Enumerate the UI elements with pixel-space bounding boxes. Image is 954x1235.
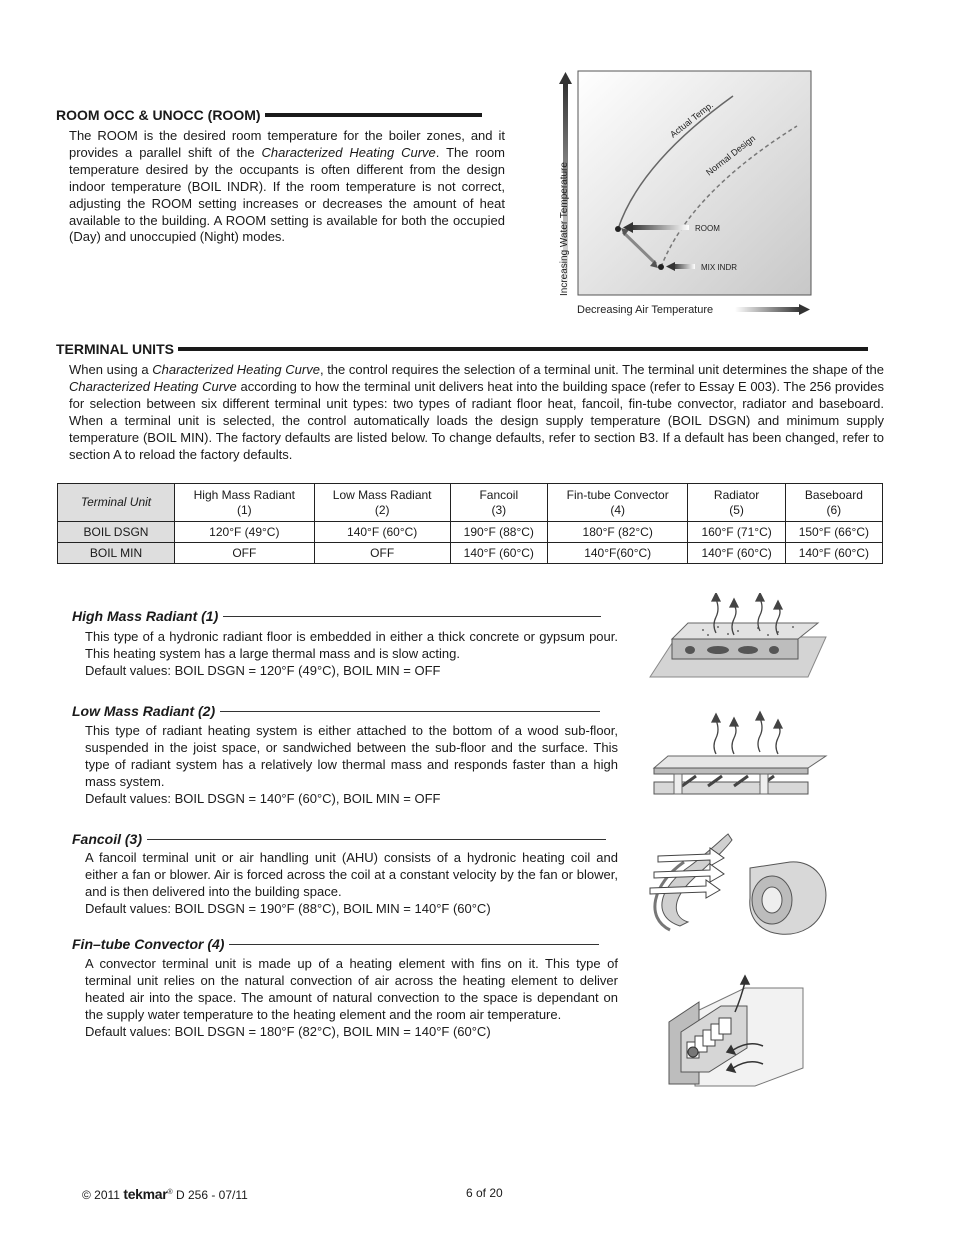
column-number: (1) [236,502,252,517]
table-header-cell [547,484,688,522]
column-number: (6) [826,502,842,517]
y-axis-label: Increasing Water Temperature [559,162,570,296]
table-cell: 160°F (71°C) [688,522,785,543]
table-cell: 190°F (88°C) [450,522,547,543]
fin-tube-heading [72,936,599,952]
column-number: (5) [729,502,744,517]
room-section-body [69,128,505,246]
table-row [58,543,883,564]
room-shift-diagram [555,68,815,323]
fin-tube-convector-illustration [665,972,805,1090]
room-point [615,226,621,232]
table-header-cell [785,484,882,522]
terminal-unit-table [57,483,883,564]
table-cell: OFF [175,543,315,564]
table-cell: OFF [314,543,450,564]
table-row [58,522,883,543]
table-cell: 140°F (60°C) [688,543,785,564]
actual-temp-label: Actual Temp. [668,99,716,140]
registered-mark: ® [167,1189,173,1196]
x-axis-arrowhead [799,304,810,315]
mix-indr-label: MIX INDR [701,263,737,272]
table-cell: 120°F (49°C) [175,522,315,543]
high-mass-body [85,629,618,680]
fin-tube-heading-text: Fin–tube Convector (4) [72,936,225,952]
italic-term: Characterized Heating Curve [261,144,436,160]
low-mass-description: This type of radiant heating system is either attached to the bottom of a wood sub-floor, suspended in the joist space, or sandwiched between the sub-floor and the surface. This type of radiant system has a relatively low thermal mass and responds faster than a high mass system. [85,723,618,789]
fancoil-heading-text: Fancoil (3) [72,831,143,847]
low-mass-body [85,723,618,808]
heat-rise-arrows [712,712,782,754]
table-header-label: Terminal Unit [58,484,175,522]
normal-design-label: Normal Design [704,133,758,178]
diagram-plot-area [578,71,811,295]
table-header-row [58,484,883,522]
room-section-heading [56,107,482,123]
text-run: The ROOM is the desired room temperature for the boiler zones, and it provides a parallel shift of the [69,128,505,160]
terminal-section-body [69,362,884,463]
heading-rule [220,711,600,712]
table-header-cell [175,484,315,522]
heading-rule [223,616,601,617]
floor-surface [654,756,826,768]
blower-wheel [762,887,782,913]
fancoil-description: A fancoil terminal unit or air handling unit (AHU) consists of a hydronic heating coil and either a fan or blower. Air is forced across the coil at a constant velocity by the fan or blower, and is then delivered into the building space. [85,850,618,899]
table-cell: 140°F(60°C) [547,543,688,564]
column-number: (2) [374,502,390,517]
heading-rule [147,839,606,840]
low-mass-radiant-illustration [648,710,828,800]
room-heading-text: ROOM OCC & UNOCC (ROOM) [56,107,261,123]
table-cell: 140°F (60°C) [450,543,547,564]
low-mass-defaults: Default values: BOIL DSGN = 140°F (60°C), BOIL MIN = OFF [85,790,441,806]
document-code: D 256 - 07/11 [175,1188,248,1202]
table-cell: 140°F (60°C) [785,543,882,564]
text-run: When using a [69,362,153,377]
high-mass-description: This type of a hydronic radiant floor is embedded in either a thick concrete or gypsum pour. This heating system has a large thermal mass and is slow acting. [85,629,618,661]
joist-left [674,774,682,794]
table-cell: 150°F (66°C) [785,522,882,543]
page-number: 6 of 20 [466,1186,503,1200]
text-run: . The room temperature desired by the occupants is often different from the design indoor temperature (BOIL INDR). If the room temperature is not correct, adjusting the ROOM setting increases or decreases the amount of heat available to the building. A ROOM setting is available for both the occupied (Day) and unoccupied (Night) modes. [69,144,506,245]
table-header-cell [314,484,450,522]
column-name: Low Mass Radiant [332,487,432,502]
x-axis-arrow [735,307,801,312]
heating-coil [662,834,732,926]
table-cell: 140°F (60°C) [314,522,450,543]
column-name: High Mass Radiant [193,487,296,502]
fancoil-heading [72,831,606,847]
heading-rule [229,944,599,945]
heading-rule [265,113,482,117]
mix-indr-pointer-arrow [673,264,695,269]
mix-indr-point [658,264,664,270]
heading-rule [178,347,868,351]
footer-left [82,1186,248,1202]
low-mass-heading [72,703,600,719]
y-axis-arrowhead [559,72,572,84]
row-label: BOIL MIN [58,543,175,564]
italic-term: Characterized Heating Curve [152,362,320,377]
table-header-cell [688,484,785,522]
airflow-arrows [650,848,724,898]
column-number: (4) [610,502,626,517]
fancoil-illustration [640,826,835,941]
high-mass-heading-text: High Mass Radiant (1) [72,608,219,624]
copyright: © 2011 [82,1188,120,1202]
high-mass-heading [72,608,601,624]
text-run: , the control requires the selection of a terminal unit. The terminal unit determines the shape of the [319,362,884,377]
high-mass-defaults: Default values: BOIL DSGN = 120°F (49°C), BOIL MIN = OFF [85,662,441,678]
table-header-cell [450,484,547,522]
text-run: according to how the terminal unit delivers heat into the building space (refer to Essay E 003). The 256 provides for selection between six different terminal unit types: two types of radiant floor heat, fancoil, fin-tube convector, radiator and baseboard. When a terminal unit is selected, the control automatically loads the design supply temperature (BOIL DSGN) and minimum supply temperature (BOIL MIN). The factory defaults are listed below. To change defaults, refer to section B3. If a default has been changed, refer to section A to reload the factory defaults. [69,378,884,462]
column-number: (3) [491,502,507,517]
heating-pipe [688,1047,698,1057]
slab-top [672,623,818,639]
table-cell: 180°F (82°C) [547,522,688,543]
terminal-heading-text: TERMINAL UNITS [56,341,174,357]
fin-tube-defaults: Default values: BOIL DSGN = 180°F (82°C), BOIL MIN = 140°F (60°C) [85,1023,491,1039]
terminal-section-heading [56,341,868,357]
high-mass-radiant-illustration [648,593,828,683]
x-axis-label: Decreasing Air Temperature [577,304,714,316]
row-label: BOIL DSGN [58,522,175,543]
column-name: Fin-tube Convector [566,487,669,502]
column-name: Radiator [713,487,760,502]
fancoil-body [85,850,618,918]
italic-term: Characterized Heating Curve [69,378,237,394]
column-name: Baseboard [804,487,863,502]
fin-tube-description: A convector terminal unit is made up of a heating element with fins on it. This type of terminal unit relies on the natural convection of air across the heating element to deliver heated air into the space. The amount of natural convection to the space is dependant on the supply water temperature to the heating element and the room air temperature. [85,956,618,1022]
fin-tube-body [85,956,618,1041]
joist-right [760,774,768,794]
fancoil-defaults: Default values: BOIL DSGN = 190°F (88°C), BOIL MIN = 140°F (60°C) [85,900,491,916]
low-mass-heading-text: Low Mass Radiant (2) [72,703,216,719]
room-pointer-arrow [631,225,689,230]
room-label: ROOM [695,224,720,233]
column-name: Fancoil [479,487,519,502]
sub-floor [654,768,808,774]
brand-logo: tekmar [123,1186,168,1202]
